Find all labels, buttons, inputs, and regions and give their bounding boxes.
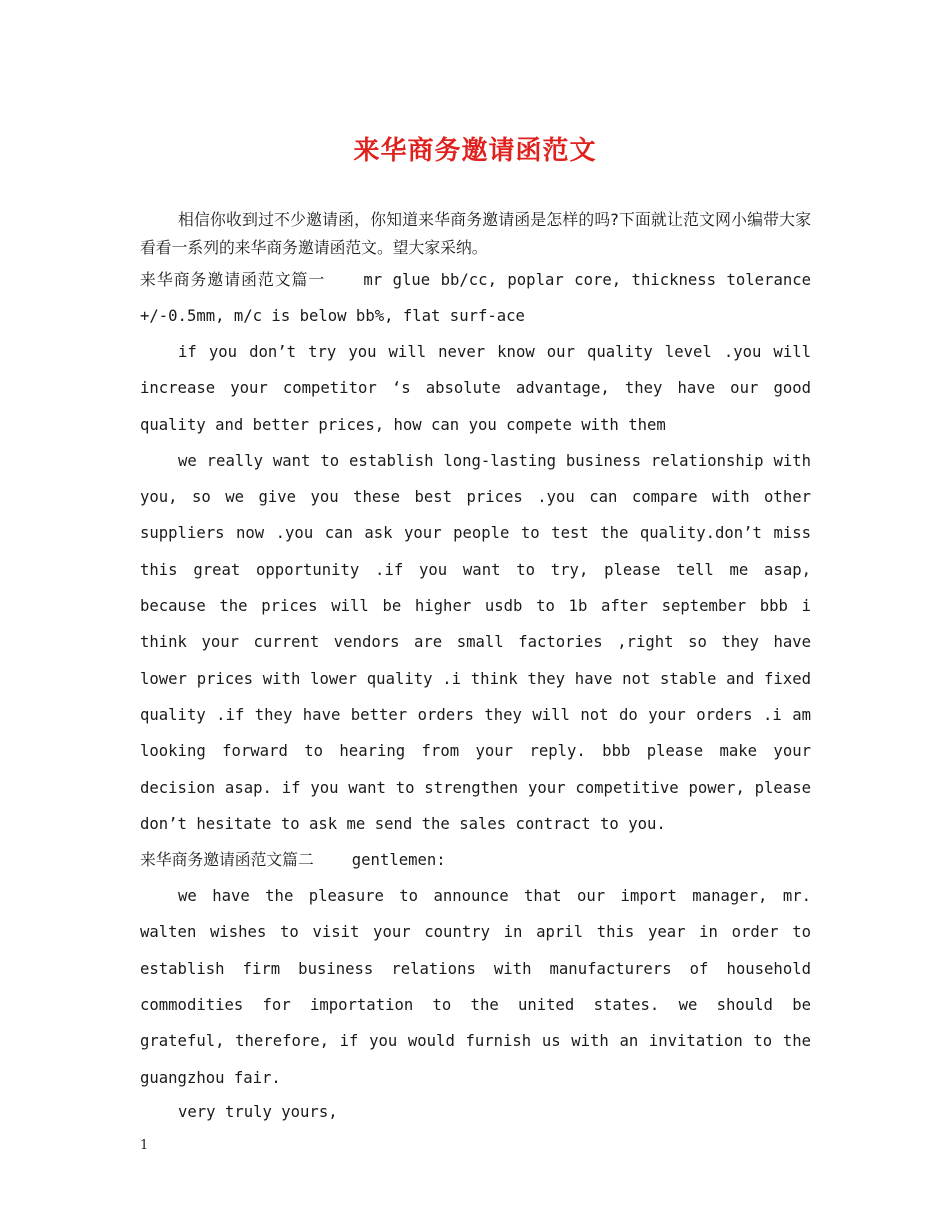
section2-closing: very truly yours, bbox=[178, 1102, 338, 1121]
section1-paragraph-1: if you don’t try you will never know our quality level .you will increase your competitor ‘s absolute advantage, they have our good quality and better prices, how can you compete with them bbox=[140, 343, 811, 434]
section2-paragraph-1: we have the pleasure to announce that our import manager, mr. walten wishes to visit your country in april this year in order to establish firm business relations with manufacturers of household commodities for importation to the united states. we should be grateful, therefore, if you would furnish us with an invitation to the guangzhou fair. bbox=[140, 887, 811, 1087]
section1-heading: 来华商务邀请函范文篇一 bbox=[140, 270, 326, 289]
section2-first-line bbox=[140, 842, 811, 878]
section1-product-spec: mr glue bb/cc, poplar core, thickness tolerance +/-0.5mm, m/c is below bb%, flat surf-ace bbox=[140, 271, 811, 325]
section1-paragraph-2: we really want to establish long-lasting business relationship with you, so we give you these best prices .you can compare with other suppliers now .you can ask your people to test the quality.don’t miss this great opportunity .if you want to try, please tell me asap, because the prices will be higher usdb to 1b after september bbb i think your current vendors are small factories ,right so they have lower prices with lower quality .i think they have not stable and fixed quality .if they have better orders they will not do your orders .i am looking forward to hearing from your reply. bbb please make your decision asap. if you want to strengthen your competitive power, please don’t hesitate to ask me send the sales contract to you. bbox=[140, 451, 811, 833]
document-body bbox=[140, 206, 811, 1128]
intro-paragraph: 相信你收到过不少邀请函，你知道来华商务邀请函是怎样的吗?下面就让范文网小编带大家看看一系列的来华商务邀请函范文。望大家采纳。 bbox=[140, 210, 811, 257]
page-number: 1 bbox=[140, 1138, 149, 1153]
section2-salutation: gentlemen: bbox=[351, 851, 446, 870]
document-title: 来华商务邀请函范文 bbox=[353, 136, 597, 166]
section1-first-line bbox=[140, 262, 811, 334]
section2-heading: 来华商务邀请函范文篇二 bbox=[140, 850, 314, 870]
